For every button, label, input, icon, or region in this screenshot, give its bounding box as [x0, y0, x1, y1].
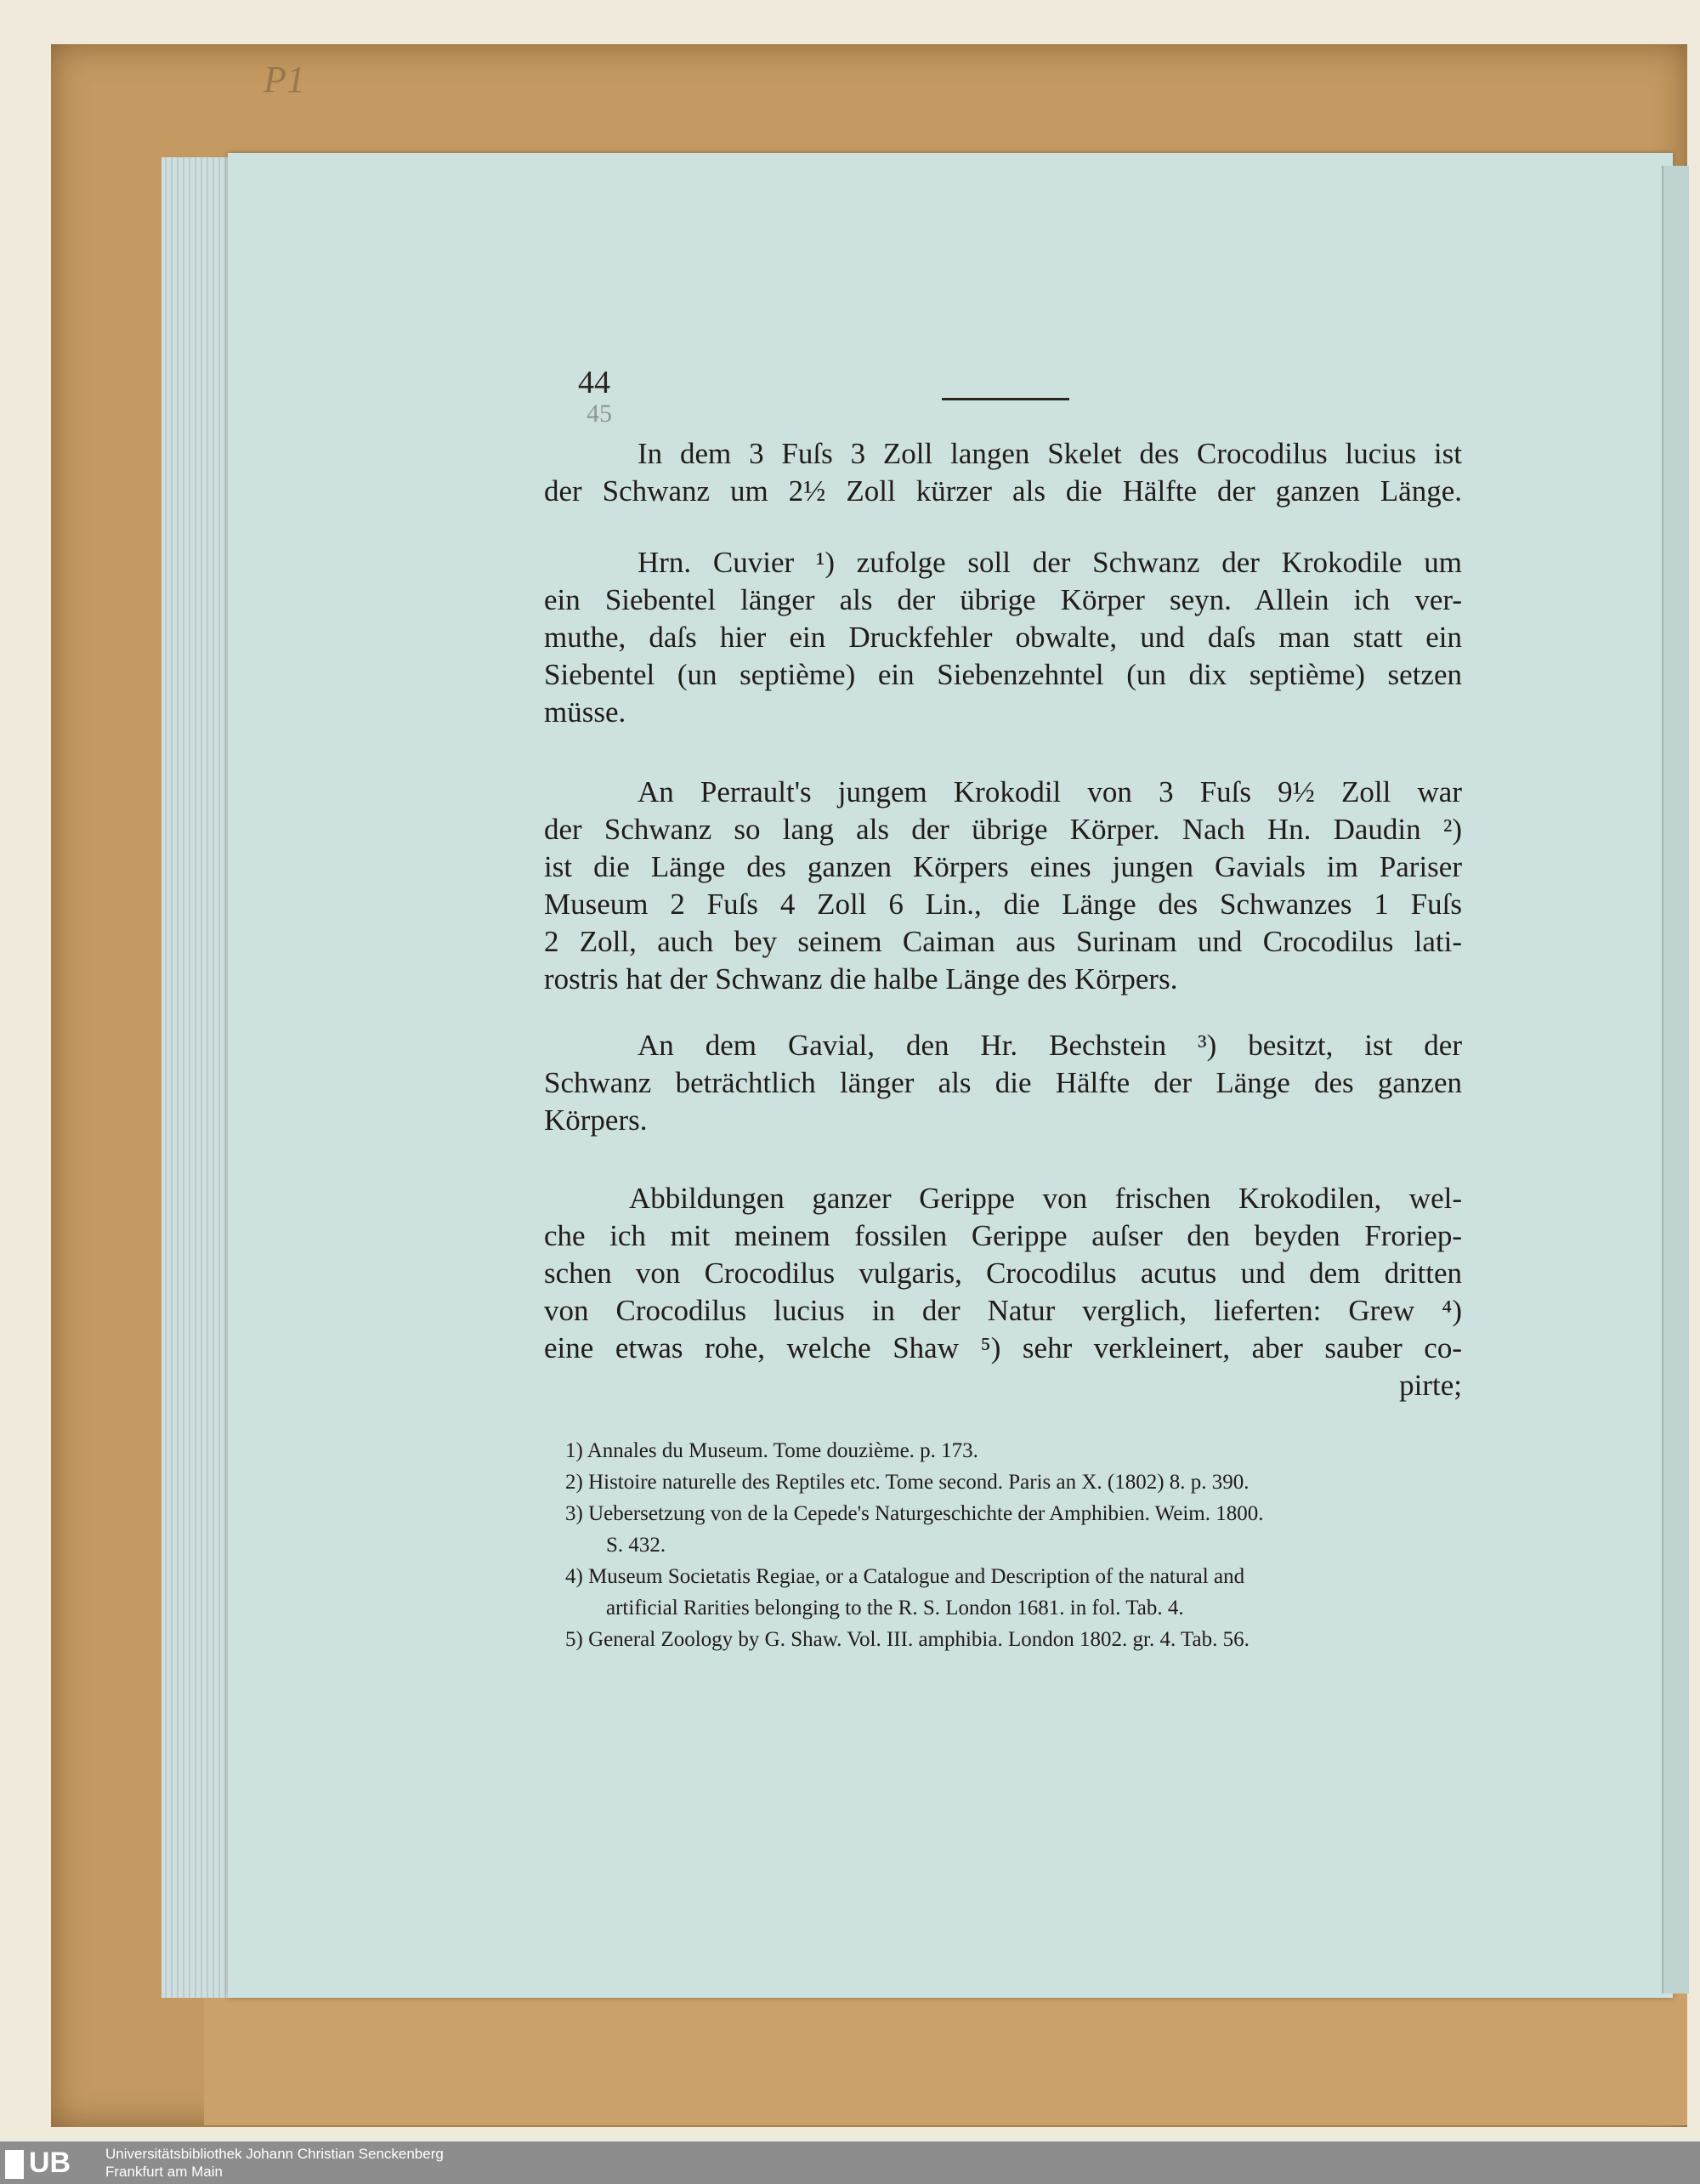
- header-rule: [942, 398, 1069, 400]
- ub-logo: [5, 2145, 97, 2181]
- footnote: 4) Museum Societatis Regiae, or a Catalogue and Description of the natural and: [565, 1565, 1245, 1588]
- text-line: Siebentel (un septième) ein Siebenzehntel (un dix septième) setzen: [544, 658, 1462, 691]
- page-number: 44: [578, 365, 610, 400]
- text-line: rostris hat der Schwanz die halbe Länge des Körpers.: [544, 962, 1178, 996]
- text-line: Museum 2 Fuſs 4 Zoll 6 Lin., die Länge des Schwanzes 1 Fuſs: [544, 888, 1462, 921]
- institution-line-2: Frankfurt am Main: [105, 2164, 223, 2180]
- text-line: Körpers.: [544, 1103, 648, 1137]
- institution-line-1: Universitätsbibliothek Johann Christian Senckenberg: [105, 2146, 444, 2162]
- text-line: schen von Crocodilus vulgaris, Crocodilus acutus und dem dritten: [544, 1257, 1462, 1290]
- footnote: 3) Uebersetzung von de la Cepede's Naturgeschichte der Amphibien. Weim. 1800.: [565, 1502, 1264, 1525]
- ub-logo-text: UB: [29, 2147, 71, 2179]
- pencil-page-number: 45: [586, 400, 612, 428]
- text-line: ist die Länge des ganzen Körpers eines jungen Gavials im Pariser: [544, 850, 1462, 883]
- text-line: müsse.: [544, 695, 626, 729]
- text-line: In dem 3 Fuſs 3 Zoll langen Skelet des Crocodilus lucius ist: [638, 437, 1462, 470]
- footer-institution: [105, 2145, 444, 2181]
- text-line: der Schwanz so lang als der übrige Körper. Nach Hn. Daudin ²): [544, 813, 1462, 846]
- book-cover-board-lower: [204, 1989, 1687, 2125]
- paragraph-5: [544, 1180, 1462, 1404]
- pencil-corner-mark: P1: [264, 59, 305, 100]
- footnotes: [565, 1435, 1445, 1655]
- footnote: 2) Histoire naturelle des Reptiles etc. Tome second. Paris an X. (1802) 8. p. 390.: [565, 1471, 1250, 1494]
- text-line: muthe, daſs hier ein Druckfehler obwalte, und daſs man statt ein: [544, 621, 1462, 654]
- text-line: An dem Gavial, den Hr. Bechstein ³) besitzt, ist der: [638, 1029, 1462, 1062]
- next-page-edge: [1662, 166, 1689, 1994]
- text-line: der Schwanz um 2½ Zoll kürzer als die Hälfte der ganzen Länge.: [544, 474, 1462, 508]
- paragraph-1: [544, 435, 1462, 510]
- footer-bar: [0, 2141, 1700, 2184]
- text-line: Schwanz beträchtlich länger als die Hälfte der Länge des ganzen: [544, 1066, 1462, 1099]
- paragraph-3: [544, 774, 1462, 998]
- paragraph-4: [544, 1027, 1462, 1139]
- text-line: che ich mit meinem fossilen Gerippe auſser den beyden Froriep-: [544, 1219, 1462, 1252]
- text-line: Abbildungen ganzer Gerippe von frischen Krokodilen, wel-: [629, 1182, 1462, 1215]
- footnote: 5) General Zoology by G. Shaw. Vol. III. amphibia. London 1802. gr. 4. Tab. 56.: [565, 1628, 1250, 1651]
- text-line: ein Siebentel länger als der übrige Körper seyn. Allein ich ver-: [544, 583, 1462, 616]
- text-line: An Perrault's jungem Krokodil von 3 Fuſs 9½ Zoll war: [638, 775, 1462, 808]
- text-line: eine etwas rohe, welche Shaw ⁵) sehr verkleinert, aber sauber co-: [544, 1331, 1462, 1364]
- footnote-continuation: S. 432.: [606, 1534, 666, 1557]
- text-line: von Crocodilus lucius in der Natur verglich, lieferten: Grew ⁴): [544, 1294, 1462, 1327]
- text-line: Hrn. Cuvier ¹) zufolge soll der Schwanz der Krokodile um: [638, 546, 1462, 579]
- body-text: [544, 435, 1462, 1404]
- footnote-continuation: artificial Rarities belonging to the R. S. London 1681. in fol. Tab. 4.: [606, 1597, 1184, 1620]
- text-line: 2 Zoll, auch bey seinem Caiman aus Surinam und Crocodilus lati-: [544, 925, 1462, 958]
- ub-logo-icon: [5, 2150, 24, 2179]
- footnote: 1) Annales du Museum. Tome douzième. p. 173.: [565, 1439, 978, 1462]
- text-line: pirte;: [1399, 1369, 1462, 1402]
- paragraph-2: [544, 544, 1462, 731]
- page-edges: [162, 157, 238, 1998]
